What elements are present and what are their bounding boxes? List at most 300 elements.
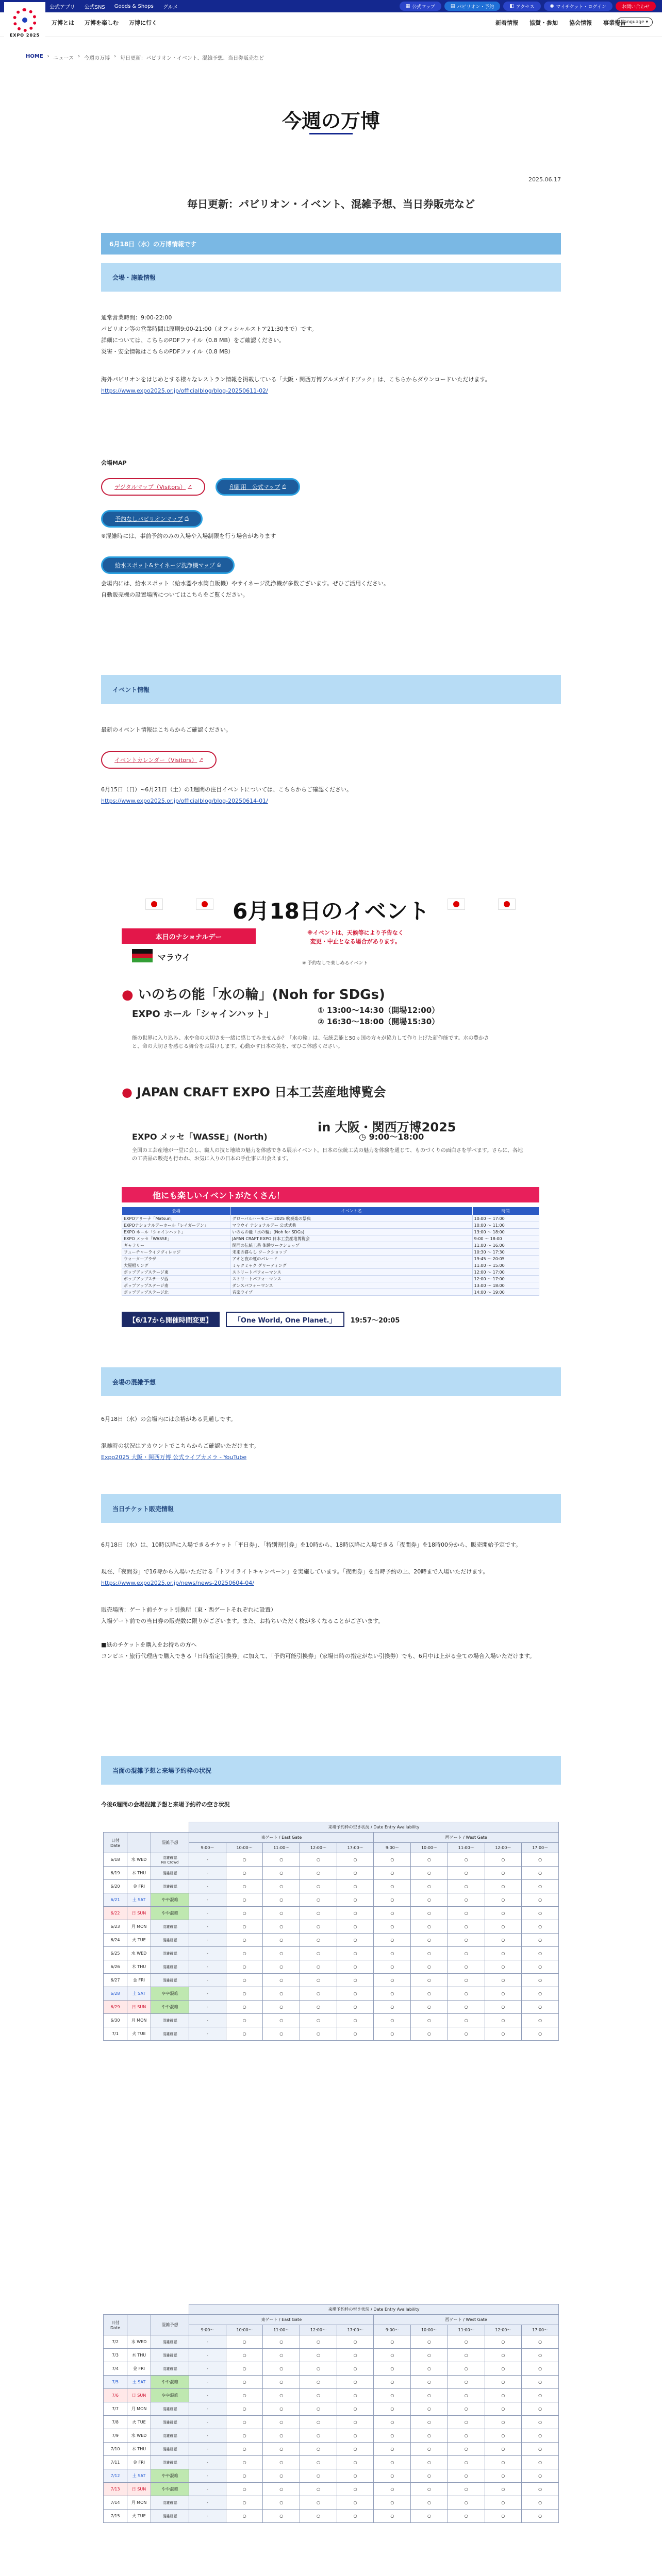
west-slot-cell[interactable]: ○ bbox=[411, 2389, 448, 2402]
east-slot-cell[interactable]: - bbox=[189, 2349, 226, 2362]
east-slot-cell[interactable]: ○ bbox=[337, 2014, 374, 2027]
west-slot-cell[interactable]: ○ bbox=[374, 1934, 411, 1947]
west-slot-cell[interactable]: ○ bbox=[374, 2443, 411, 2456]
east-slot-cell[interactable]: - bbox=[189, 2376, 226, 2389]
west-slot-cell[interactable]: ○ bbox=[448, 2483, 485, 2496]
west-slot-cell[interactable]: ○ bbox=[411, 1880, 448, 1893]
breadcrumb-news[interactable]: ニュース bbox=[53, 56, 74, 61]
west-slot-cell[interactable]: ○ bbox=[411, 2027, 448, 2041]
west-slot-cell[interactable]: ○ bbox=[448, 2027, 485, 2041]
east-slot-cell[interactable]: ○ bbox=[300, 1947, 337, 1960]
east-slot-cell[interactable]: ○ bbox=[263, 1867, 300, 1880]
west-slot-cell[interactable]: ○ bbox=[411, 2510, 448, 2523]
east-slot-cell[interactable]: ○ bbox=[300, 2429, 337, 2443]
west-slot-cell[interactable]: ○ bbox=[485, 1920, 522, 1934]
east-slot-cell[interactable]: - bbox=[189, 2483, 226, 2496]
east-slot-cell[interactable]: ○ bbox=[300, 2376, 337, 2389]
east-slot-cell[interactable]: ○ bbox=[337, 1867, 374, 1880]
east-slot-cell[interactable]: - bbox=[189, 1947, 226, 1960]
west-slot-cell[interactable]: ○ bbox=[448, 2402, 485, 2416]
east-slot-cell[interactable]: ○ bbox=[226, 1893, 263, 1907]
west-slot-cell[interactable]: ○ bbox=[485, 1893, 522, 1907]
east-slot-cell[interactable]: ○ bbox=[263, 1880, 300, 1893]
nav-enjoy[interactable]: 万博を楽しむ bbox=[85, 20, 119, 26]
east-slot-cell[interactable]: - bbox=[189, 2496, 226, 2510]
west-slot-cell[interactable]: ○ bbox=[522, 2376, 559, 2389]
west-slot-cell[interactable]: ○ bbox=[522, 1920, 559, 1934]
east-slot-cell[interactable]: ○ bbox=[300, 2402, 337, 2416]
east-slot-cell[interactable]: ○ bbox=[300, 2496, 337, 2510]
west-slot-cell[interactable]: ○ bbox=[485, 2483, 522, 2496]
east-slot-cell[interactable]: - bbox=[189, 2456, 226, 2469]
east-slot-cell[interactable]: ○ bbox=[263, 2349, 300, 2362]
east-slot-cell[interactable]: - bbox=[189, 1853, 226, 1867]
west-slot-cell[interactable]: ○ bbox=[485, 1853, 522, 1867]
west-slot-cell[interactable]: ○ bbox=[485, 1974, 522, 1987]
east-slot-cell[interactable]: ○ bbox=[226, 1934, 263, 1947]
east-slot-cell[interactable]: ○ bbox=[226, 2335, 263, 2349]
east-slot-cell[interactable]: ○ bbox=[263, 1947, 300, 1960]
east-slot-cell[interactable]: ○ bbox=[263, 2335, 300, 2349]
west-slot-cell[interactable]: ○ bbox=[485, 1960, 522, 1974]
noreserve-map-button[interactable]: 予約なしパビリオンマップ ⎙ bbox=[101, 510, 203, 528]
east-slot-cell[interactable]: ○ bbox=[337, 2027, 374, 2041]
east-slot-cell[interactable]: - bbox=[189, 2335, 226, 2349]
west-slot-cell[interactable]: ○ bbox=[485, 2349, 522, 2362]
my-ticket-login-button[interactable]: ◉ マイチケット・ログイン bbox=[544, 2, 613, 11]
west-slot-cell[interactable]: ○ bbox=[374, 2469, 411, 2483]
west-slot-cell[interactable]: ○ bbox=[411, 1893, 448, 1907]
west-slot-cell[interactable]: ○ bbox=[374, 2014, 411, 2027]
west-slot-cell[interactable]: ○ bbox=[448, 1907, 485, 1920]
east-slot-cell[interactable]: ○ bbox=[337, 2496, 374, 2510]
east-slot-cell[interactable]: ○ bbox=[337, 2443, 374, 2456]
west-slot-cell[interactable]: ○ bbox=[522, 1893, 559, 1907]
east-slot-cell[interactable]: - bbox=[189, 1987, 226, 2001]
west-slot-cell[interactable]: ○ bbox=[448, 2496, 485, 2510]
west-slot-cell[interactable]: ○ bbox=[411, 2362, 448, 2376]
east-slot-cell[interactable]: - bbox=[189, 2469, 226, 2483]
west-slot-cell[interactable]: ○ bbox=[522, 2349, 559, 2362]
east-slot-cell[interactable]: ○ bbox=[337, 2001, 374, 2014]
west-slot-cell[interactable]: ○ bbox=[374, 1867, 411, 1880]
east-slot-cell[interactable]: ○ bbox=[337, 1960, 374, 1974]
west-slot-cell[interactable]: ○ bbox=[374, 1947, 411, 1960]
east-slot-cell[interactable]: ○ bbox=[263, 2469, 300, 2483]
west-slot-cell[interactable]: ○ bbox=[448, 2429, 485, 2443]
west-slot-cell[interactable]: ○ bbox=[448, 2443, 485, 2456]
east-slot-cell[interactable]: ○ bbox=[337, 2469, 374, 2483]
west-slot-cell[interactable]: ○ bbox=[522, 2483, 559, 2496]
west-slot-cell[interactable]: ○ bbox=[485, 2376, 522, 2389]
nav-visit[interactable]: 万博に行く bbox=[129, 20, 157, 26]
topbar-link-sns[interactable]: 公式SNS bbox=[84, 4, 105, 10]
west-slot-cell[interactable]: ○ bbox=[374, 2349, 411, 2362]
west-slot-cell[interactable]: ○ bbox=[448, 2456, 485, 2469]
east-slot-cell[interactable]: ○ bbox=[337, 2429, 374, 2443]
east-slot-cell[interactable]: ○ bbox=[300, 1987, 337, 2001]
west-slot-cell[interactable]: ○ bbox=[522, 1934, 559, 1947]
east-slot-cell[interactable]: - bbox=[189, 2014, 226, 2027]
east-slot-cell[interactable]: ○ bbox=[300, 2014, 337, 2027]
language-select[interactable]: Language ▾ bbox=[617, 18, 653, 27]
breadcrumb-weekly[interactable]: 今週の万博 bbox=[84, 56, 110, 61]
west-slot-cell[interactable]: ○ bbox=[522, 2429, 559, 2443]
east-slot-cell[interactable]: ○ bbox=[226, 2001, 263, 2014]
nav-news[interactable]: 新着情報 bbox=[495, 20, 518, 26]
west-slot-cell[interactable]: ○ bbox=[485, 2510, 522, 2523]
east-slot-cell[interactable]: ○ bbox=[300, 2389, 337, 2402]
west-slot-cell[interactable]: ○ bbox=[485, 2014, 522, 2027]
east-slot-cell[interactable]: ○ bbox=[337, 2510, 374, 2523]
east-slot-cell[interactable]: ○ bbox=[300, 1893, 337, 1907]
west-slot-cell[interactable]: ○ bbox=[411, 2376, 448, 2389]
west-slot-cell[interactable]: ○ bbox=[411, 2443, 448, 2456]
east-slot-cell[interactable]: ○ bbox=[226, 2402, 263, 2416]
east-slot-cell[interactable]: ○ bbox=[337, 1974, 374, 1987]
east-slot-cell[interactable]: - bbox=[189, 2001, 226, 2014]
east-slot-cell[interactable]: - bbox=[189, 2402, 226, 2416]
east-slot-cell[interactable]: ○ bbox=[263, 1907, 300, 1920]
nav-report[interactable]: 事業報告 bbox=[603, 20, 626, 26]
west-slot-cell[interactable]: ○ bbox=[374, 2456, 411, 2469]
west-slot-cell[interactable]: ○ bbox=[448, 1920, 485, 1934]
nav-about[interactable]: 万博とは bbox=[52, 20, 74, 26]
east-slot-cell[interactable]: - bbox=[189, 1960, 226, 1974]
west-slot-cell[interactable]: ○ bbox=[411, 2335, 448, 2349]
west-slot-cell[interactable]: ○ bbox=[485, 2402, 522, 2416]
west-slot-cell[interactable]: ○ bbox=[411, 1947, 448, 1960]
west-slot-cell[interactable]: ○ bbox=[448, 2335, 485, 2349]
east-slot-cell[interactable]: ○ bbox=[300, 2510, 337, 2523]
west-slot-cell[interactable]: ○ bbox=[522, 1974, 559, 1987]
east-slot-cell[interactable]: ○ bbox=[226, 1974, 263, 1987]
west-slot-cell[interactable]: ○ bbox=[374, 2027, 411, 2041]
west-slot-cell[interactable]: ○ bbox=[522, 2389, 559, 2402]
west-slot-cell[interactable]: ○ bbox=[522, 1907, 559, 1920]
west-slot-cell[interactable]: ○ bbox=[411, 1934, 448, 1947]
east-slot-cell[interactable]: - bbox=[189, 2510, 226, 2523]
west-slot-cell[interactable]: ○ bbox=[522, 2443, 559, 2456]
east-slot-cell[interactable]: ○ bbox=[337, 1853, 374, 1867]
west-slot-cell[interactable]: ○ bbox=[522, 1880, 559, 1893]
east-slot-cell[interactable]: - bbox=[189, 1934, 226, 1947]
east-slot-cell[interactable]: ○ bbox=[226, 1987, 263, 2001]
east-slot-cell[interactable]: ○ bbox=[226, 2362, 263, 2376]
east-slot-cell[interactable]: ○ bbox=[337, 1907, 374, 1920]
east-slot-cell[interactable]: ○ bbox=[263, 2496, 300, 2510]
east-slot-cell[interactable]: ○ bbox=[337, 1947, 374, 1960]
east-slot-cell[interactable]: ○ bbox=[263, 2362, 300, 2376]
west-slot-cell[interactable]: ○ bbox=[411, 1867, 448, 1880]
digital-map-button[interactable]: デジタルマップ（Visitors） ↗ bbox=[101, 478, 205, 496]
west-slot-cell[interactable]: ○ bbox=[374, 2483, 411, 2496]
west-slot-cell[interactable]: ○ bbox=[448, 2362, 485, 2376]
west-slot-cell[interactable]: ○ bbox=[374, 2335, 411, 2349]
west-slot-cell[interactable]: ○ bbox=[374, 1880, 411, 1893]
east-slot-cell[interactable]: ○ bbox=[300, 2001, 337, 2014]
east-slot-cell[interactable]: ○ bbox=[263, 1893, 300, 1907]
west-slot-cell[interactable]: ○ bbox=[374, 1907, 411, 1920]
twilight-link[interactable]: https://www.expo2025.or.jp/news/news-20250604-04/ bbox=[101, 1580, 254, 1586]
west-slot-cell[interactable]: ○ bbox=[374, 1960, 411, 1974]
west-slot-cell[interactable]: ○ bbox=[522, 2027, 559, 2041]
east-slot-cell[interactable]: ○ bbox=[300, 1867, 337, 1880]
east-slot-cell[interactable]: ○ bbox=[226, 2389, 263, 2402]
west-slot-cell[interactable]: ○ bbox=[411, 2483, 448, 2496]
pavilion-reserve-button[interactable]: ▤ パビリオン・予約 bbox=[444, 2, 500, 11]
west-slot-cell[interactable]: ○ bbox=[485, 2443, 522, 2456]
east-slot-cell[interactable]: - bbox=[189, 1907, 226, 1920]
west-slot-cell[interactable]: ○ bbox=[485, 1934, 522, 1947]
east-slot-cell[interactable]: ○ bbox=[226, 2349, 263, 2362]
east-slot-cell[interactable]: ○ bbox=[226, 2376, 263, 2389]
topbar-link-app[interactable]: 公式アプリ bbox=[49, 4, 75, 10]
east-slot-cell[interactable]: ○ bbox=[300, 2362, 337, 2376]
contact-button[interactable]: お問い合わせ bbox=[616, 2, 656, 11]
west-slot-cell[interactable]: ○ bbox=[522, 1947, 559, 1960]
west-slot-cell[interactable]: ○ bbox=[448, 1960, 485, 1974]
east-slot-cell[interactable]: ○ bbox=[300, 1880, 337, 1893]
east-slot-cell[interactable]: ○ bbox=[337, 2483, 374, 2496]
east-slot-cell[interactable]: ○ bbox=[300, 2335, 337, 2349]
west-slot-cell[interactable]: ○ bbox=[448, 2510, 485, 2523]
east-slot-cell[interactable]: ○ bbox=[226, 2027, 263, 2041]
west-slot-cell[interactable]: ○ bbox=[522, 2362, 559, 2376]
west-slot-cell[interactable]: ○ bbox=[411, 2429, 448, 2443]
west-slot-cell[interactable]: ○ bbox=[411, 1920, 448, 1934]
west-slot-cell[interactable]: ○ bbox=[374, 1853, 411, 1867]
west-slot-cell[interactable]: ○ bbox=[374, 2429, 411, 2443]
east-slot-cell[interactable]: ○ bbox=[226, 1920, 263, 1934]
east-slot-cell[interactable]: ○ bbox=[263, 1920, 300, 1934]
west-slot-cell[interactable]: ○ bbox=[485, 2027, 522, 2041]
east-slot-cell[interactable]: - bbox=[189, 1974, 226, 1987]
east-slot-cell[interactable]: ○ bbox=[226, 2469, 263, 2483]
east-slot-cell[interactable]: ○ bbox=[300, 1907, 337, 1920]
west-slot-cell[interactable]: ○ bbox=[374, 2496, 411, 2510]
west-slot-cell[interactable]: ○ bbox=[448, 2014, 485, 2027]
east-slot-cell[interactable]: - bbox=[189, 2429, 226, 2443]
west-slot-cell[interactable]: ○ bbox=[411, 1853, 448, 1867]
east-slot-cell[interactable]: ○ bbox=[300, 1974, 337, 1987]
east-slot-cell[interactable]: ○ bbox=[263, 1934, 300, 1947]
east-slot-cell[interactable]: ○ bbox=[300, 1853, 337, 1867]
east-slot-cell[interactable]: ○ bbox=[263, 2389, 300, 2402]
east-slot-cell[interactable]: ○ bbox=[226, 1907, 263, 1920]
west-slot-cell[interactable]: ○ bbox=[485, 1947, 522, 1960]
guidebook-link[interactable]: https://www.expo2025.or.jp/officialblog/blog-20250611-02/ bbox=[101, 387, 268, 394]
official-map-button[interactable]: ▦ 公式マップ bbox=[400, 2, 441, 11]
west-slot-cell[interactable]: ○ bbox=[411, 2402, 448, 2416]
east-slot-cell[interactable]: ○ bbox=[226, 2014, 263, 2027]
east-slot-cell[interactable]: - bbox=[189, 1893, 226, 1907]
west-slot-cell[interactable]: ○ bbox=[411, 1974, 448, 1987]
west-slot-cell[interactable]: ○ bbox=[522, 2510, 559, 2523]
east-slot-cell[interactable]: ○ bbox=[226, 2443, 263, 2456]
west-slot-cell[interactable]: ○ bbox=[448, 1893, 485, 1907]
east-slot-cell[interactable]: ○ bbox=[337, 2456, 374, 2469]
west-slot-cell[interactable]: ○ bbox=[522, 2001, 559, 2014]
west-slot-cell[interactable]: ○ bbox=[485, 2362, 522, 2376]
east-slot-cell[interactable]: - bbox=[189, 2416, 226, 2429]
east-slot-cell[interactable]: ○ bbox=[263, 2483, 300, 2496]
east-slot-cell[interactable]: ○ bbox=[337, 2389, 374, 2402]
west-slot-cell[interactable]: ○ bbox=[448, 1987, 485, 2001]
west-slot-cell[interactable]: ○ bbox=[411, 2416, 448, 2429]
nav-association[interactable]: 協会情報 bbox=[569, 20, 592, 26]
east-slot-cell[interactable]: ○ bbox=[263, 1987, 300, 2001]
west-slot-cell[interactable]: ○ bbox=[411, 2496, 448, 2510]
east-slot-cell[interactable]: ○ bbox=[263, 2001, 300, 2014]
west-slot-cell[interactable]: ○ bbox=[522, 1960, 559, 1974]
west-slot-cell[interactable]: ○ bbox=[411, 1907, 448, 1920]
west-slot-cell[interactable]: ○ bbox=[411, 2456, 448, 2469]
east-slot-cell[interactable]: - bbox=[189, 2027, 226, 2041]
east-slot-cell[interactable]: ○ bbox=[226, 1960, 263, 1974]
east-slot-cell[interactable]: ○ bbox=[337, 1880, 374, 1893]
west-slot-cell[interactable]: ○ bbox=[374, 2376, 411, 2389]
west-slot-cell[interactable]: ○ bbox=[522, 2469, 559, 2483]
west-slot-cell[interactable]: ○ bbox=[448, 2416, 485, 2429]
west-slot-cell[interactable]: ○ bbox=[374, 1987, 411, 2001]
east-slot-cell[interactable]: ○ bbox=[263, 1974, 300, 1987]
west-slot-cell[interactable]: ○ bbox=[485, 2001, 522, 2014]
west-slot-cell[interactable]: ○ bbox=[485, 2429, 522, 2443]
west-slot-cell[interactable]: ○ bbox=[411, 1987, 448, 2001]
east-slot-cell[interactable]: ○ bbox=[226, 1867, 263, 1880]
east-slot-cell[interactable]: ○ bbox=[300, 2469, 337, 2483]
east-slot-cell[interactable]: ○ bbox=[337, 1934, 374, 1947]
east-slot-cell[interactable]: ○ bbox=[226, 1880, 263, 1893]
west-slot-cell[interactable]: ○ bbox=[448, 1934, 485, 1947]
west-slot-cell[interactable]: ○ bbox=[522, 1867, 559, 1880]
east-slot-cell[interactable]: - bbox=[189, 2443, 226, 2456]
east-slot-cell[interactable]: ○ bbox=[263, 2376, 300, 2389]
east-slot-cell[interactable]: - bbox=[189, 1867, 226, 1880]
east-slot-cell[interactable]: ○ bbox=[300, 2456, 337, 2469]
west-slot-cell[interactable]: ○ bbox=[374, 1920, 411, 1934]
east-slot-cell[interactable]: ○ bbox=[300, 2027, 337, 2041]
west-slot-cell[interactable]: ○ bbox=[374, 2001, 411, 2014]
west-slot-cell[interactable]: ○ bbox=[485, 2335, 522, 2349]
west-slot-cell[interactable]: ○ bbox=[374, 2389, 411, 2402]
west-slot-cell[interactable]: ○ bbox=[374, 2402, 411, 2416]
east-slot-cell[interactable]: ○ bbox=[226, 1947, 263, 1960]
east-slot-cell[interactable]: ○ bbox=[263, 2416, 300, 2429]
east-slot-cell[interactable]: ○ bbox=[300, 2483, 337, 2496]
west-slot-cell[interactable]: ○ bbox=[448, 2001, 485, 2014]
east-slot-cell[interactable]: ○ bbox=[300, 1920, 337, 1934]
access-button[interactable]: ◧ アクセス bbox=[503, 2, 540, 11]
west-slot-cell[interactable]: ○ bbox=[448, 2389, 485, 2402]
east-slot-cell[interactable]: ○ bbox=[226, 2429, 263, 2443]
west-slot-cell[interactable]: ○ bbox=[448, 1853, 485, 1867]
west-slot-cell[interactable]: ○ bbox=[522, 2402, 559, 2416]
west-slot-cell[interactable]: ○ bbox=[411, 2014, 448, 2027]
west-slot-cell[interactable]: ○ bbox=[448, 1947, 485, 1960]
east-slot-cell[interactable]: ○ bbox=[337, 2376, 374, 2389]
east-slot-cell[interactable]: ○ bbox=[300, 1960, 337, 1974]
east-slot-cell[interactable]: ○ bbox=[263, 2402, 300, 2416]
east-slot-cell[interactable]: ○ bbox=[226, 2416, 263, 2429]
weekly-events-link[interactable]: https://www.expo2025.or.jp/officialblog/blog-20250614-01/ bbox=[101, 798, 268, 804]
east-slot-cell[interactable]: ○ bbox=[337, 2402, 374, 2416]
nav-sponsor[interactable]: 協賛・参加 bbox=[529, 20, 558, 26]
west-slot-cell[interactable]: ○ bbox=[522, 2335, 559, 2349]
east-slot-cell[interactable]: ○ bbox=[263, 2510, 300, 2523]
topbar-link-goods[interactable]: Goods & Shops bbox=[114, 3, 154, 9]
live-camera-link[interactable]: Expo2025 大阪・関西万博 公式ライブカメラ - YouTube bbox=[101, 1454, 247, 1461]
east-slot-cell[interactable]: ○ bbox=[263, 2443, 300, 2456]
west-slot-cell[interactable]: ○ bbox=[485, 2416, 522, 2429]
west-slot-cell[interactable]: ○ bbox=[522, 2456, 559, 2469]
west-slot-cell[interactable]: ○ bbox=[485, 2496, 522, 2510]
east-slot-cell[interactable]: ○ bbox=[337, 2335, 374, 2349]
east-slot-cell[interactable]: ○ bbox=[226, 2496, 263, 2510]
east-slot-cell[interactable]: ○ bbox=[337, 1987, 374, 2001]
west-slot-cell[interactable]: ○ bbox=[522, 1853, 559, 1867]
west-slot-cell[interactable]: ○ bbox=[522, 1987, 559, 2001]
east-slot-cell[interactable]: - bbox=[189, 1880, 226, 1893]
west-slot-cell[interactable]: ○ bbox=[485, 1987, 522, 2001]
print-map-button[interactable]: 印刷用 公式マップ ⎙ bbox=[216, 478, 300, 496]
east-slot-cell[interactable]: - bbox=[189, 2362, 226, 2376]
east-slot-cell[interactable]: ○ bbox=[263, 1853, 300, 1867]
west-slot-cell[interactable]: ○ bbox=[485, 2469, 522, 2483]
event-calendar-button[interactable]: イベントカレンダー（Visitors） ↗ bbox=[101, 751, 217, 769]
east-slot-cell[interactable]: ○ bbox=[263, 2456, 300, 2469]
west-slot-cell[interactable]: ○ bbox=[374, 2510, 411, 2523]
east-slot-cell[interactable]: ○ bbox=[226, 2456, 263, 2469]
water-map-button[interactable]: 給水スポット&サイネージ洗浄機マップ ⎙ bbox=[101, 556, 235, 574]
east-slot-cell[interactable]: ○ bbox=[263, 1960, 300, 1974]
west-slot-cell[interactable]: ○ bbox=[448, 2376, 485, 2389]
west-slot-cell[interactable]: ○ bbox=[411, 2469, 448, 2483]
topbar-link-gourmet[interactable]: グルメ bbox=[162, 4, 178, 10]
west-slot-cell[interactable]: ○ bbox=[448, 2349, 485, 2362]
breadcrumb-home[interactable]: HOME bbox=[26, 54, 43, 59]
east-slot-cell[interactable]: ○ bbox=[300, 2349, 337, 2362]
west-slot-cell[interactable]: ○ bbox=[374, 2416, 411, 2429]
east-slot-cell[interactable]: ○ bbox=[337, 2416, 374, 2429]
east-slot-cell[interactable]: ○ bbox=[226, 2483, 263, 2496]
west-slot-cell[interactable]: ○ bbox=[448, 1880, 485, 1893]
west-slot-cell[interactable]: ○ bbox=[485, 1867, 522, 1880]
west-slot-cell[interactable]: ○ bbox=[411, 2349, 448, 2362]
west-slot-cell[interactable]: ○ bbox=[448, 1974, 485, 1987]
expo-logo[interactable] bbox=[4, 2, 45, 43]
east-slot-cell[interactable]: ○ bbox=[337, 1893, 374, 1907]
west-slot-cell[interactable]: ○ bbox=[522, 2014, 559, 2027]
west-slot-cell[interactable]: ○ bbox=[485, 1880, 522, 1893]
east-slot-cell[interactable]: ○ bbox=[337, 2362, 374, 2376]
east-slot-cell[interactable]: - bbox=[189, 1920, 226, 1934]
east-slot-cell[interactable]: ○ bbox=[226, 1853, 263, 1867]
west-slot-cell[interactable]: ○ bbox=[374, 2362, 411, 2376]
east-slot-cell[interactable]: ○ bbox=[300, 1934, 337, 1947]
west-slot-cell[interactable]: ○ bbox=[411, 1960, 448, 1974]
east-slot-cell[interactable]: ○ bbox=[337, 1920, 374, 1934]
west-slot-cell[interactable]: ○ bbox=[448, 2469, 485, 2483]
east-slot-cell[interactable]: ○ bbox=[263, 2429, 300, 2443]
west-slot-cell[interactable]: ○ bbox=[374, 1893, 411, 1907]
west-slot-cell[interactable]: ○ bbox=[485, 2456, 522, 2469]
east-slot-cell[interactable]: ○ bbox=[337, 2349, 374, 2362]
west-slot-cell[interactable]: ○ bbox=[448, 1867, 485, 1880]
east-slot-cell[interactable]: ○ bbox=[300, 2443, 337, 2456]
east-slot-cell[interactable]: ○ bbox=[263, 2014, 300, 2027]
